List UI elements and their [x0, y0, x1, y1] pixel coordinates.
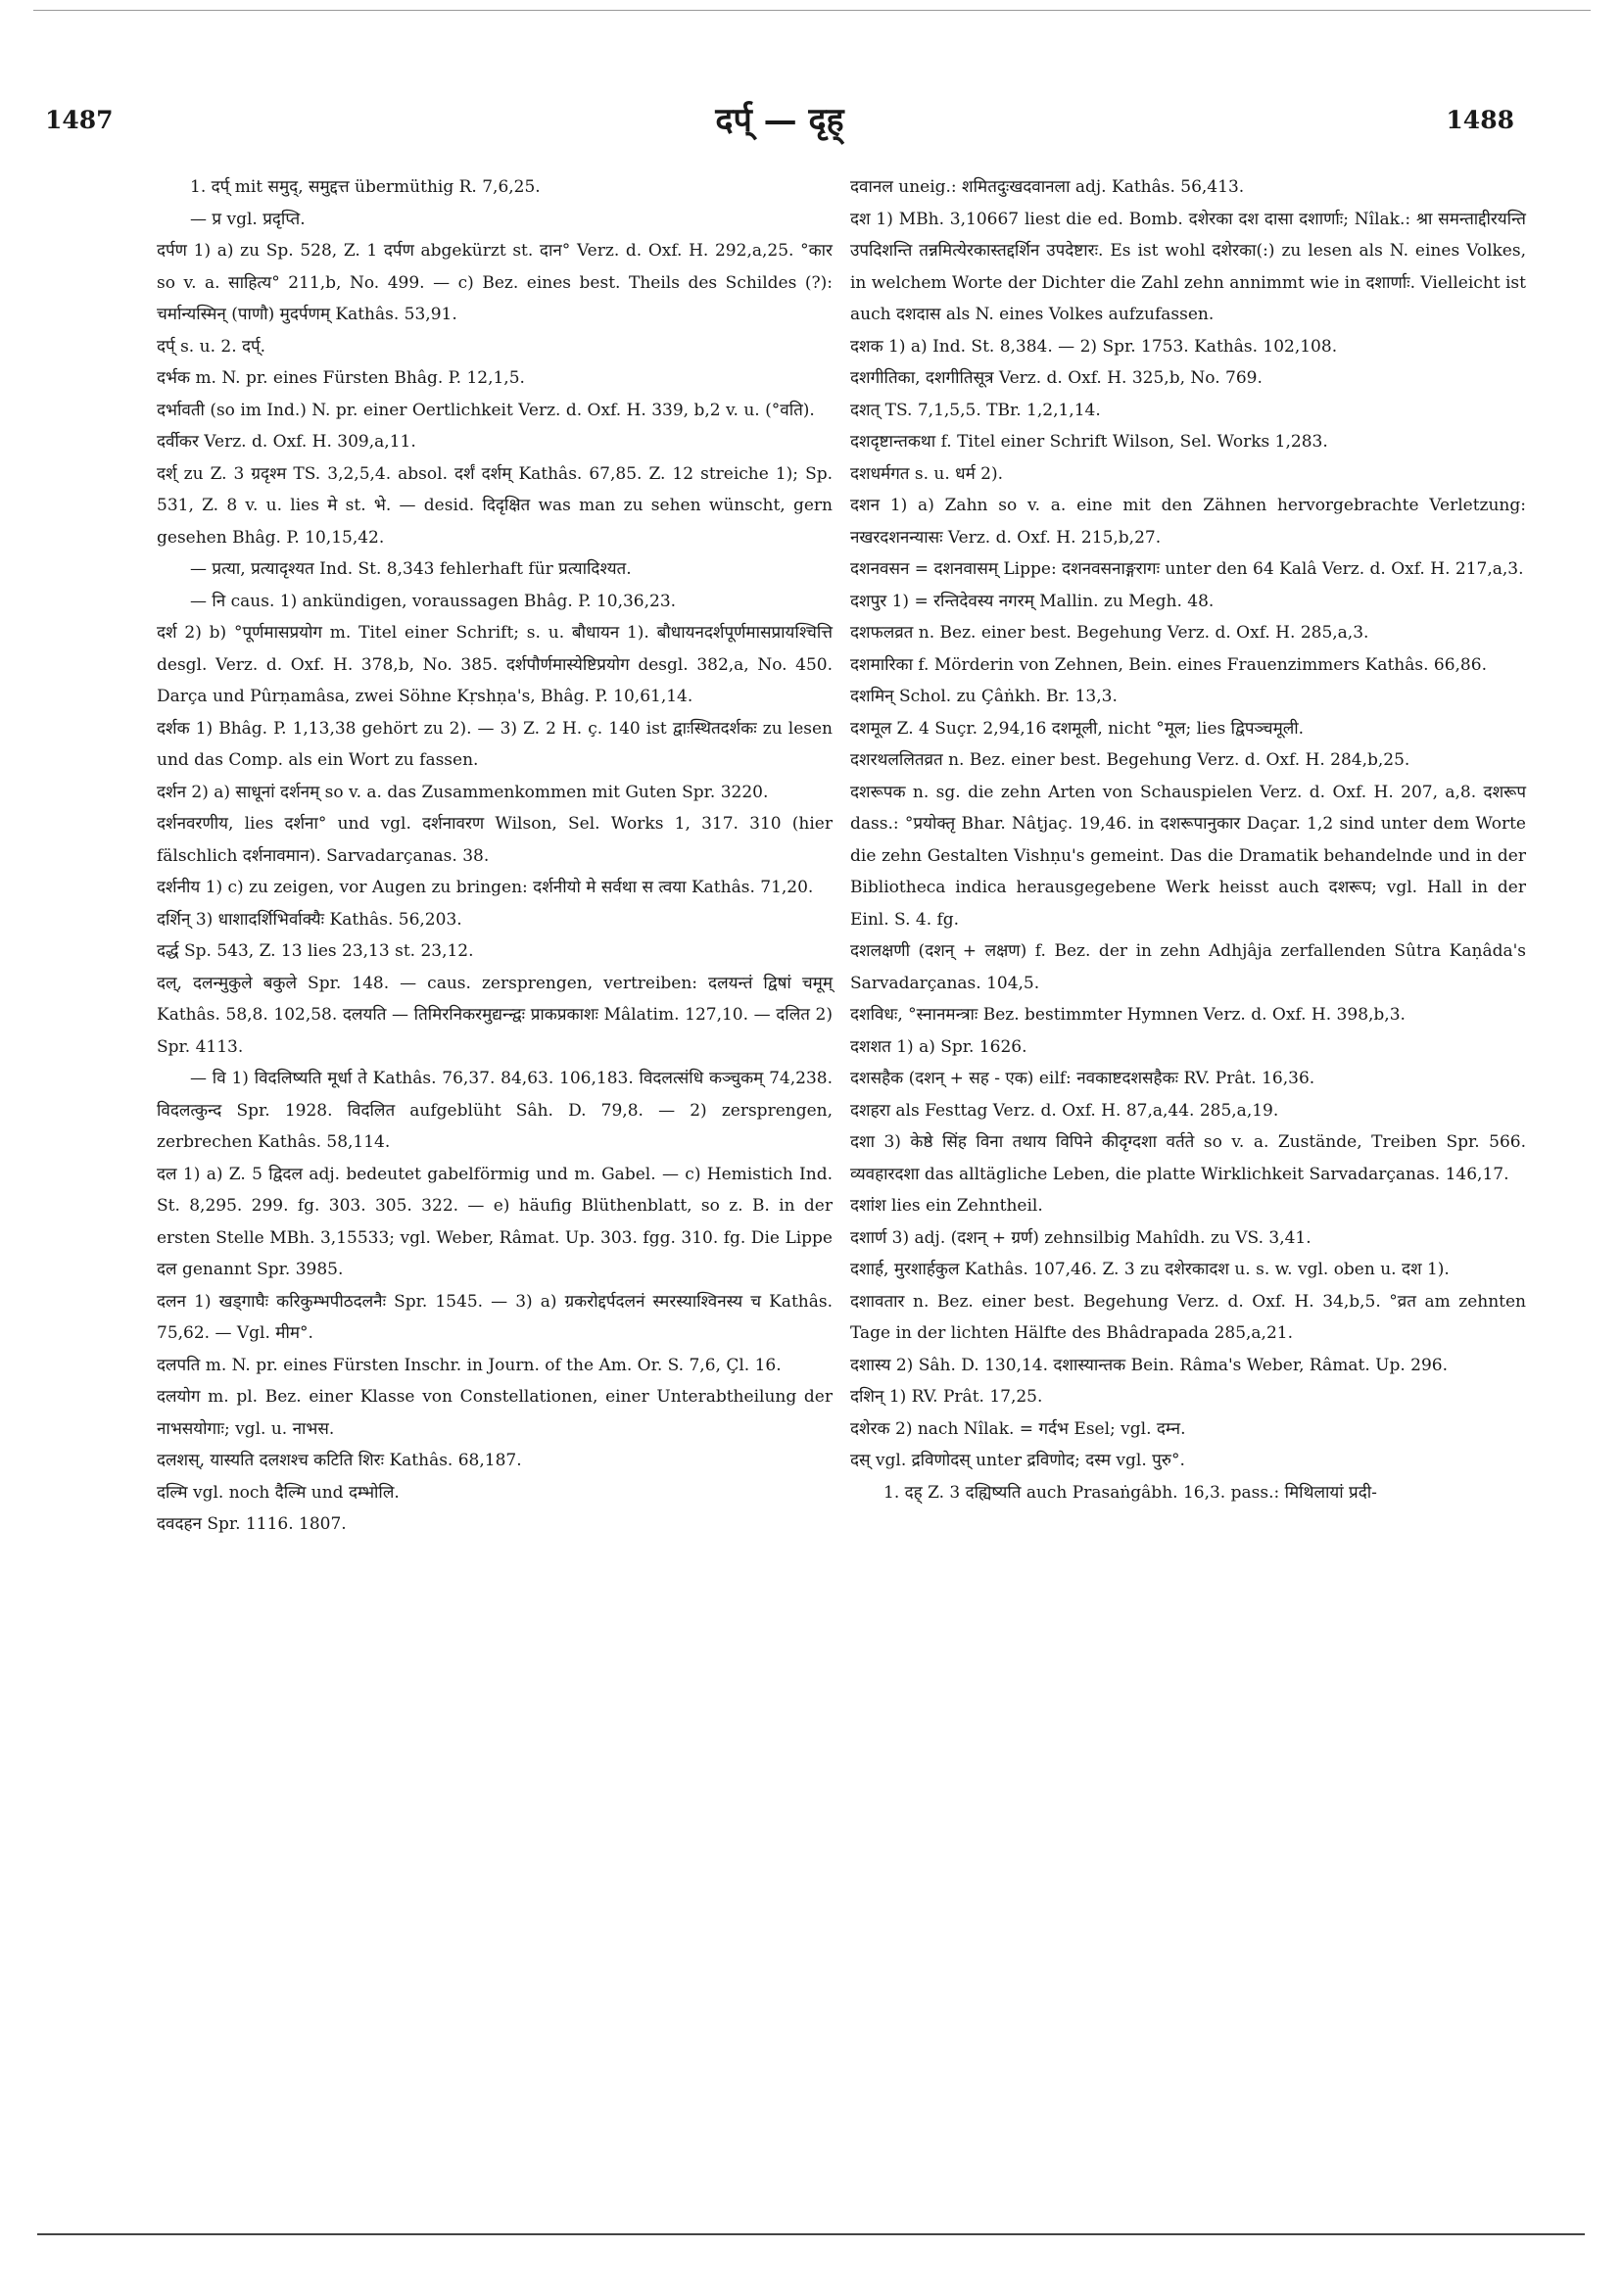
dictionary-entry: दल्, दलन्मुकुले बकुले Spr. 148. — caus. zersprengen, vertreiben: दलयन्तं द्विषां चमूम् Kathâs. 58,8. 102,58. दलयति — तिमिरनिकरमुद्यन्न्द्वः प्राकप्रकाशः Mâlatim. 127,10. — दलित 2) Spr. 4113. [157, 973, 833, 1057]
dictionary-entry: दशरूपक n. sg. die zehn Arten von Schauspielen Verz. d. Oxf. H. 207, a,8. दशरूप dass.: °प्रयोक्तृ Bhar. Nâṭjaç. 19,46. in दशरूपानुकार Daçar. 1,2 sind unter dem Worte die zehn Gestalten Vishṇu's gemeint. Das die Dramatik behandelnde und in der Bibliotheca indica herausgegebene Werk heisst auch दशरूप; vgl. Hall in der Einl. S. 4. fg. [850, 782, 1526, 930]
dictionary-entry: दर्शनीय 1) c) zu zeigen, vor Augen zu bringen: दर्शनीयो मे सर्वथा स त्वया Kathâs. 71,20. [157, 878, 814, 897]
dictionary-entry: दवदहन Spr. 1116. 1807. [157, 1514, 347, 1534]
dictionary-entry: दश 1) MBh. 3,10667 liest die ed. Bomb. दशेरका दश दासा दशार्णाः; Nîlak.: श्रा समन्ताद्दीरयन्ति उपदिशन्ति तन्नमित्येरकास्तद्दर्शिन उपदेष्टारः. Es ist wohl दशेरका(:) zu lesen als N. eines Volkes, in welchem Worte der Dichter die Zahl zehn annimmt wie in दशार्णाः. Vielleicht ist auch दशदास als N. eines Volkes aufzufassen. [850, 209, 1526, 324]
dictionary-entry: दशधर्मगत s. u. धर्म 2). [850, 463, 1004, 484]
dictionary-entry: दल्मि vgl. noch दैल्मि und दम्भोलि. [157, 1482, 400, 1503]
dictionary-entry: दल 1) a) Z. 5 द्विदल adj. bedeutet gabelförmig und m. Gabel. — c) Hemistich Ind. St. 8,295. 299. fg. 303. 305. 322. — e) häufig Blüthenblatt, so z. B. in der ersten Stelle MBh. 3,15533; vgl. Weber, Râmat. Up. 303. fgg. 310. fg. Die Lippe दल genannt Spr. 3985. [157, 1164, 833, 1279]
dictionary-entry: दर्शिन् 3) धाशादर्शिभिर्वाक्यैः Kathâs. 56,203. [157, 909, 462, 930]
dictionary-entry: दशक 1) a) Ind. St. 8,384. — 2) Spr. 1753. Kathâs. 102,108. [850, 336, 1338, 357]
dictionary-entry: दशिन् 1) RV. Prât. 17,25. [850, 1387, 1043, 1407]
dictionary-entry: दशदृष्टान्तकथा f. Titel einer Schrift Wilson, Sel. Works 1,283. [850, 432, 1328, 452]
dictionary-entry: दशरथललितव्रत n. Bez. einer best. Begehung Verz. d. Oxf. H. 284,b,25. [850, 750, 1410, 770]
dictionary-entry: दर्शन 2) a) साधूनां दर्शनम् so v. a. das Zusammenkommen mit Guten Spr. 3220. [157, 782, 769, 802]
dictionary-entry: 1. दह् Z. 3 दह्यिष्यति auch Prasaṅgâbh. 16,3. pass.: मिथिलायां प्रदी- [883, 1482, 1377, 1503]
right-column [850, 171, 1526, 1508]
dictionary-entry: दर्पण 1) a) zu Sp. 528, Z. 1 दर्पण abgekürzt st. दान° Verz. d. Oxf. H. 292,a,25. °कार so v. a. साहित्य° 211,b, No. 499. — c) Bez. eines best. Theils des Schildes (?): चर्मान्यस्मिन् (पाणौ) मुदर्पणम् Kathâs. 53,91. [157, 241, 833, 324]
dictionary-entry: दलन 1) खड्गाघैः करिकुम्भपीठदलनैः Spr. 1545. — 3) a) ग्रकरोद्दर्पदलनं स्मरस्याश्विनस्य च Kathâs. 75,62. — Vgl. मीम°. [157, 1291, 833, 1343]
top-edge-rule [33, 10, 1591, 11]
dictionary-entry: दवानल uneig.: शमितदुःखदवानला adj. Kathâs. 56,413. [850, 177, 1245, 197]
dictionary-entry: दशविधः, °स्नानमन्त्राः Bez. bestimmter Hymnen Verz. d. Oxf. H. 398,b,3. [850, 1005, 1406, 1025]
dictionary-entry: दस् vgl. द्रविणोदस् unter द्रविणोद; दस्म vgl. पुरु°. [850, 1451, 1185, 1470]
dictionary-entry: दशफलव्रत n. Bez. einer best. Begehung Verz. d. Oxf. H. 285,a,3. [850, 623, 1369, 643]
dictionary-entry: दशत् TS. 7,1,5,5. TBr. 1,2,1,14. [850, 400, 1101, 420]
running-head: दर्प् — दृह् [715, 101, 844, 140]
dictionary-entry: दशलक्षणी (दशन् + लक्षण) f. Bez. der in zehn Adhjâja zerfallenden Sûtra Kaṇâda's Sarvadarçanas. 104,5. [850, 941, 1526, 993]
dictionary-entry: दशास्य 2) Sâh. D. 130,14. दशास्यान्तक Bein. Râma's Weber, Râmat. Up. 296. [850, 1355, 1449, 1375]
dictionary-entry: दशांश lies ein Zehntheil. [850, 1196, 1043, 1216]
page-header [45, 102, 1514, 141]
dictionary-entry: दर्शक 1) Bhâg. P. 1,13,38 gehört zu 2). — 3) Z. 2 H. ç. 140 ist द्वाःस्थितदर्शकः zu lesen und das Comp. als ein Wort zu fassen. [157, 718, 833, 770]
dictionary-entry: दलयोग m. pl. Bez. einer Klasse von Constellationen, einer Unterabtheilung der नाभसयोगाः; vgl. u. नाभस. [157, 1387, 833, 1439]
dictionary-entry: दशेरक 2) nach Nîlak. = गर्दभ Esel; vgl. दम्न. [850, 1418, 1186, 1439]
dictionary-entry: दर्प् s. u. 2. दर्प्. [157, 336, 266, 357]
dictionary-entry: दर्वीकर Verz. d. Oxf. H. 309,a,11. [157, 432, 416, 452]
dictionary-entry: दर्द्ध Sp. 543, Z. 13 lies 23,13 st. 23,12. [157, 941, 474, 961]
left-page-number: 1487 [45, 106, 114, 134]
dictionary-entry: दर्श् zu Z. 3 ग्रदृश्म TS. 3,2,5,4. absol. दर्शं दर्शम् Kathâs. 67,85. Z. 12 streiche 1); Sp. 531, Z. 8 v. u. lies मे st. भे. — desid. दिदृक्षित was man zu sehen wünscht, gern gesehen Bhâg. P. 10,15,42. [157, 463, 833, 548]
dictionary-entry: — वि 1) विदलिष्यति मूर्धा ते Kathâs. 76,37. 84,63. 106,183. विदलत्संधि कञ्चुकम् 74,238. विदलत्कुन्द Spr. 1928. विदलित aufgeblüht Sâh. D. 79,8. — 2) zersprengen, zerbrechen Kathâs. 58,114. [157, 1069, 833, 1152]
dictionary-entry: दर्भक m. N. pr. eines Fürsten Bhâg. P. 12,1,5. [157, 368, 525, 388]
dictionary-entry: दशार्ण 3) adj. (दशन् + ग्रर्ण) zehnsilbig Mahîdh. zu VS. 3,41. [850, 1227, 1312, 1248]
dictionary-entry: दलशस्, यास्यति दलशश्च कटिति शिरः Kathâs. 68,187. [157, 1451, 522, 1470]
dictionary-entry: दशमूल Z. 4 Suçr. 2,94,16 दशमूली, nicht °मूल; lies द्विपञ्चमूली. [850, 718, 1305, 739]
dictionary-entry: दर्शनवरणीय, lies दर्शना° und vgl. दर्शनावरण Wilson, Sel. Works 1, 317. 310 (hier fälschlich दर्शनावमान). Sarvadarçanas. 38. [157, 814, 833, 866]
dictionary-entry: दशनवसन = दशनवासम् Lippe: दशनवसनाङ्गरागः unter den 64 Kalâ Verz. d. Oxf. H. 217,a,3. [850, 559, 1524, 579]
dictionary-entry: दशमारिका f. Mörderin von Zehnen, Bein. eines Frauenzimmers Kathâs. 66,86. [850, 654, 1487, 675]
dictionary-entry: — प्र vgl. प्रदृप्ति. [190, 209, 306, 229]
bottom-rule [37, 2233, 1585, 2235]
dictionary-entry: दशपुर 1) = रन्तिदेवस्य नगरम् Mallin. zu Megh. 48. [850, 591, 1215, 611]
dictionary-entry: दलपति m. N. pr. eines Fürsten Inschr. in Journ. of the Am. Or. S. 7,6, Çl. 16. [157, 1355, 782, 1375]
dictionary-entry: दशार्ह, मुरशार्हकुल Kathâs. 107,46. Z. 3 zu दशेरकादश u. s. w. vgl. oben u. दश 1). [850, 1260, 1450, 1279]
dictionary-entry: दशन 1) a) Zahn so v. a. eine mit den Zähnen hervorgebrachte Verletzung: नखरदशनन्यासः Verz. d. Oxf. H. 215,b,27. [850, 496, 1526, 548]
dictionary-entry: दशावतार n. Bez. einer best. Begehung Verz. d. Oxf. H. 34,b,5. °व्रत am zehnten Tage in der lichten Hälfte des Bhâdrapada 285,a,21. [850, 1291, 1526, 1343]
dictionary-entry: दर्श 2) b) °पूर्णमासप्रयोग m. Titel einer Schrift; s. u. बौधायन 1). बौधायनदर्शपूर्णमासप्रायश्चित्ति desgl. Verz. d. Oxf. H. 378,b, No. 385. दर्शपौर्णमास्येष्टिप्रयोग desgl. 382,a, No. 450. Darça und Pûrṇamâsa, zwei Söhne Kṛshṇa's, Bhâg. P. 10,61,14. [157, 623, 833, 706]
dictionary-entry: दशा 3) केष्ठे सिंह विना तथाय विपिने कीदृग्दशा वर्तते so v. a. Zustände, Treiben Spr. 566. व्यवहारदशा das alltägliche Leben, die platte Wirklichkeit Sarvadarçanas. 146,17. [850, 1132, 1526, 1184]
dictionary-entry: 1. दर्प् mit समुद्, समुद्दत्त übermüthig R. 7,6,25. [190, 177, 541, 197]
dictionary-entry: दशगीतिका, दशगीतिसूत्र Verz. d. Oxf. H. 325,b, No. 769. [850, 368, 1263, 388]
dictionary-entry: दशहरा als Festtag Verz. d. Oxf. H. 87,a,44. 285,a,19. [850, 1100, 1279, 1121]
dictionary-entry: दशमिन् Schol. zu Çâṅkh. Br. 13,3. [850, 687, 1118, 706]
dictionary-entry: दशसहैक (दशन् + सह - एक) eilf: नवकाष्टदशसहैकः RV. Prât. 16,36. [850, 1069, 1315, 1088]
dictionary-entry: — प्रत्या, प्रत्यादृश्यत Ind. St. 8,343 fehlerhaft für प्रत्यादिश्यत. [190, 559, 632, 579]
dictionary-entry: दर्भावती (so im Ind.) N. pr. einer Oertlichkeit Verz. d. Oxf. H. 339, b,2 v. u. (°वति). [157, 400, 815, 420]
dictionary-entry: — नि caus. 1) ankündigen, voraussagen Bhâg. P. 10,36,23. [190, 591, 677, 611]
dictionary-entry: दशशत 1) a) Spr. 1626. [850, 1036, 1027, 1057]
right-page-number: 1488 [1446, 106, 1514, 134]
left-column [157, 171, 833, 1541]
